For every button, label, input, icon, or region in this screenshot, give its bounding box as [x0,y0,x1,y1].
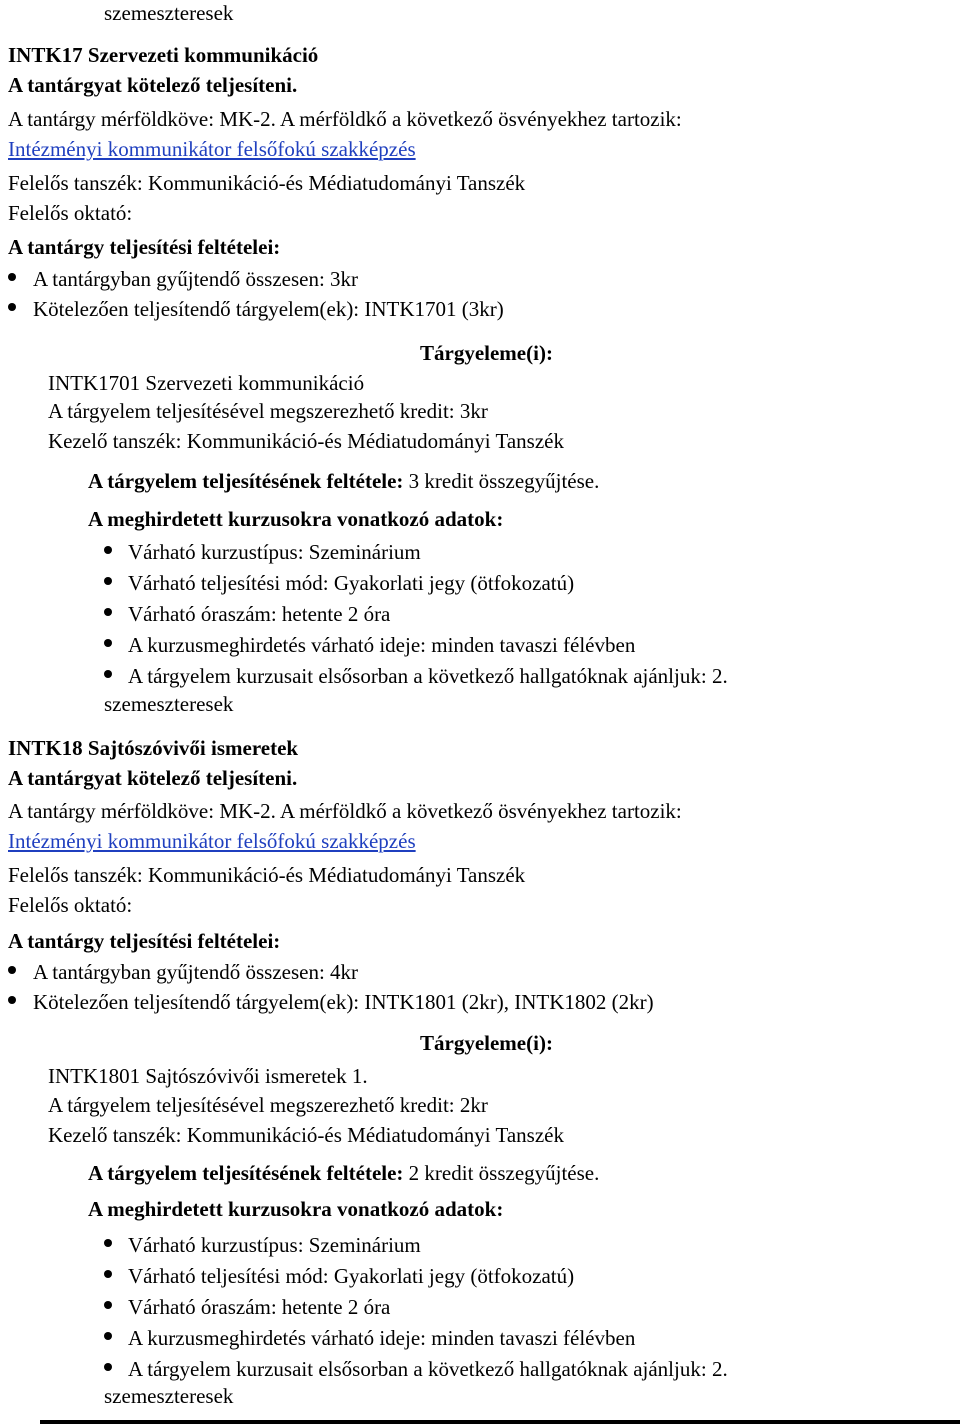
condition-item: A tantárgyban gyűjtendő összesen: 3kr [33,267,359,291]
element-department: Kezelő tanszék: Kommunikáció-és Médiatudományi Tanszék [48,1123,564,1147]
subject-title: INTK18 Sajtószóvivői ismeretek [8,736,299,760]
course-info-item: Várható óraszám: hetente 2 óra [128,1295,391,1319]
responsible-department: Felelős tanszék: Kommunikáció-és Médiatudományi Tanszék [8,863,526,887]
bullet-icon [104,608,112,616]
bullet-icon [104,546,112,554]
bullet-icon [104,577,112,585]
subject-required: A tantárgyat kötelező teljesíteni. [8,73,298,97]
condition-item: Kötelezően teljesítendő tárgyelem(ek): INTK1701 (3kr) [33,297,504,321]
bullet-icon [104,1363,112,1371]
element-condition-value: 3 kredit összegyűjtése. [408,469,600,493]
course-info-item: A tárgyelem kurzusait elsősorban a következő hallgatóknak ajánljuk: 2. [128,664,728,688]
course-info-item: A tárgyelem kurzusait elsősorban a következő hallgatóknak ajánljuk: 2. [128,1357,728,1381]
bullet-icon [104,1270,112,1278]
element-condition [88,1160,599,1186]
course-info-item: A kurzusmeghirdetés várható ideje: minden tavaszi félévben [128,633,636,657]
responsible-teacher: Felelős oktató: [8,201,133,225]
course-info-tail: szemeszteresek [104,1384,234,1408]
page-bottom-rule [40,1420,960,1424]
course-info-tail: szemeszteresek [104,692,234,716]
condition-item: A tantárgyban gyűjtendő összesen: 4kr [33,960,359,984]
courses-heading: A meghirdetett kurzusokra vonatkozó adatok: [88,1197,504,1221]
condition-item: Kötelezően teljesítendő tárgyelem(ek): INTK1801 (2kr), INTK1802 (2kr) [33,990,654,1014]
element-condition-value: 2 kredit összegyűjtése. [408,1161,600,1185]
course-info-item: Várható óraszám: hetente 2 óra [128,602,391,626]
conditions-heading: A tantárgy teljesítési feltételei: [8,929,281,953]
bullet-icon [8,966,16,974]
element-name: INTK1701 Szervezeti kommunikáció [48,371,365,395]
elements-heading: Tárgyeleme(i): [420,1031,553,1055]
course-info-item: Várható teljesítési mód: Gyakorlati jegy (ötfokozatú) [128,1264,575,1288]
bullet-icon [104,1239,112,1247]
element-department: Kezelő tanszék: Kommunikáció-és Médiatudományi Tanszék [48,429,564,453]
responsible-teacher: Felelős oktató: [8,893,133,917]
bullet-icon [104,670,112,678]
bullet-icon [8,303,16,311]
element-name: INTK1801 Sajtószóvivői ismeretek 1. [48,1064,368,1088]
subject-required: A tantárgyat kötelező teljesíteni. [8,766,298,790]
bullet-icon [104,639,112,647]
element-credit: A tárgyelem teljesítésével megszerezhető kredit: 2kr [48,1093,488,1117]
element-condition [88,468,599,494]
conditions-heading: A tantárgy teljesítési feltételei: [8,235,281,259]
elements-heading: Tárgyeleme(i): [420,341,553,365]
subject-milestone: A tantárgy mérföldköve: MK-2. A mérföldkő a következő ösvényekhez tartozik: [8,799,682,823]
bullet-icon [104,1332,112,1340]
bullet-icon [104,1301,112,1309]
responsible-department: Felelős tanszék: Kommunikáció-és Médiatudományi Tanszék [8,171,526,195]
course-info-item: Várható kurzustípus: Szeminárium [128,540,421,564]
path-link[interactable]: Intézményi kommunikátor felsőfokú szakképzés [8,137,416,161]
element-condition-label: A tárgyelem teljesítésének feltétele: [88,469,404,493]
path-link[interactable]: Intézményi kommunikátor felsőfokú szakképzés [8,829,416,853]
bullet-icon [8,273,16,281]
bullet-icon [8,996,16,1004]
subject-milestone: A tantárgy mérföldköve: MK-2. A mérföldkő a következő ösvényekhez tartozik: [8,107,682,131]
course-info-item: Várható teljesítési mód: Gyakorlati jegy (ötfokozatú) [128,571,575,595]
element-condition-label: A tárgyelem teljesítésének feltétele: [88,1161,404,1185]
element-credit: A tárgyelem teljesítésével megszerezhető kredit: 3kr [48,399,488,423]
course-info-item: Várható kurzustípus: Szeminárium [128,1233,421,1257]
course-info-item: A kurzusmeghirdetés várható ideje: minden tavaszi félévben [128,1326,636,1350]
top-fragment: szemeszteresek [104,1,234,25]
courses-heading: A meghirdetett kurzusokra vonatkozó adatok: [88,507,504,531]
subject-title: INTK17 Szervezeti kommunikáció [8,43,319,67]
